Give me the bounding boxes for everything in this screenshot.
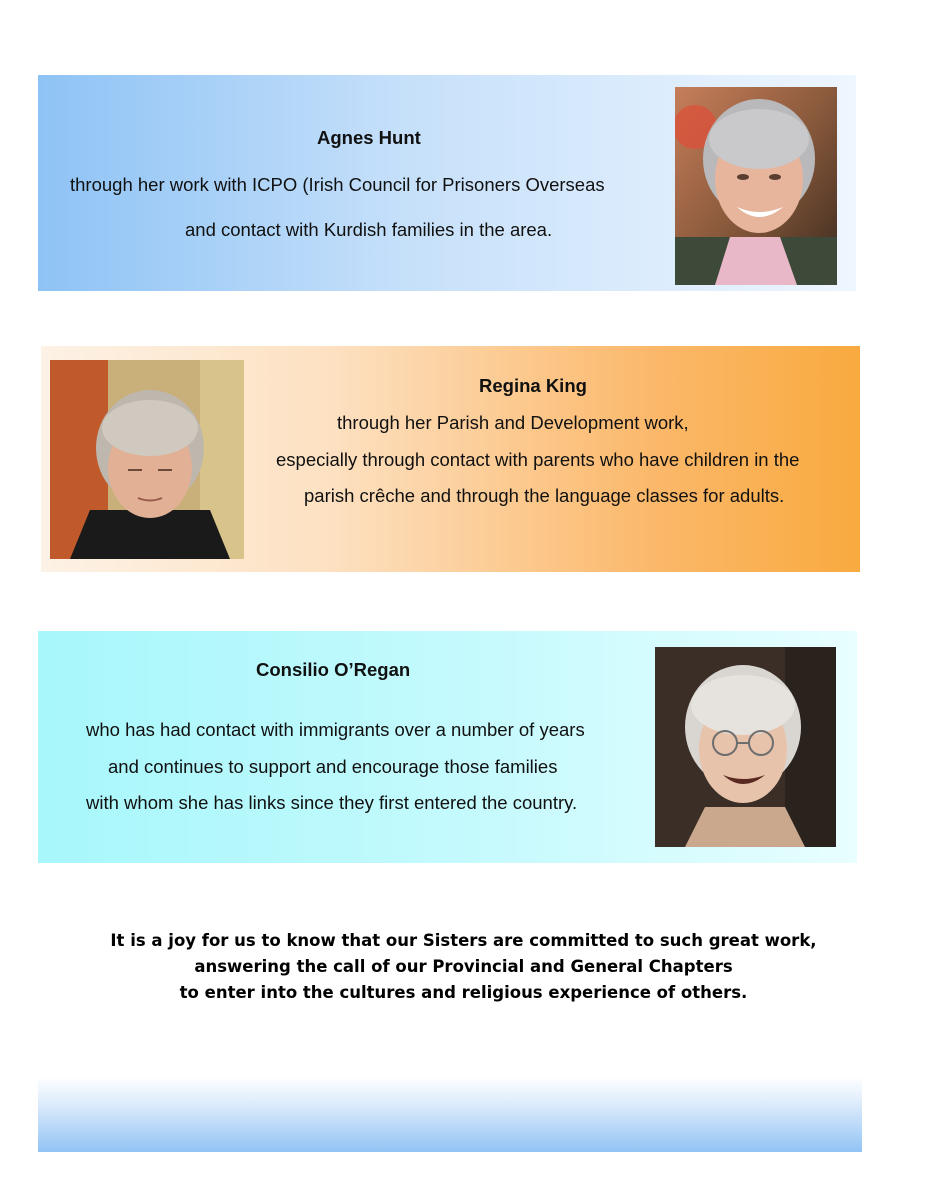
portrait-photo-regina-king <box>50 360 244 559</box>
profile-text-line: through her work with ICPO (Irish Council for Prisoners Overseas <box>70 174 605 195</box>
profile-text-line: with whom she has links since they first entered the country. <box>86 792 578 813</box>
profile-text-line: through her Parish and Development work, <box>337 412 689 433</box>
profile-name: Regina King <box>479 375 587 396</box>
closing-line: It is a joy for us to know that our Sisters are committed to such great work, <box>110 931 817 950</box>
profile-text-line: and continues to support and encourage those families <box>108 756 558 777</box>
closing-statement <box>0 928 927 1006</box>
closing-line: answering the call of our Provincial and General Chapters <box>194 957 733 976</box>
profile-name: Agnes Hunt <box>317 127 421 148</box>
profile-text-line: especially through contact with parents who have children in the <box>276 449 800 470</box>
profile-name: Consilio O’Regan <box>256 659 411 680</box>
profile-text-line: parish crêche and through the language classes for adults. <box>304 485 785 506</box>
portrait-photo-consilio-oregan <box>655 647 836 847</box>
profile-text-line: who has had contact with immigrants over a number of years <box>86 719 585 740</box>
closing-line: to enter into the cultures and religious experience of others. <box>179 983 748 1002</box>
profile-text-line: and contact with Kurdish families in the area. <box>185 219 553 240</box>
profile-card-regina-king <box>41 346 860 572</box>
portrait-photo-agnes-hunt <box>675 87 837 285</box>
footer-gradient-bar <box>38 1077 862 1152</box>
profile-card-consilio-oregan <box>38 631 857 863</box>
profile-card-agnes-hunt <box>38 75 856 291</box>
